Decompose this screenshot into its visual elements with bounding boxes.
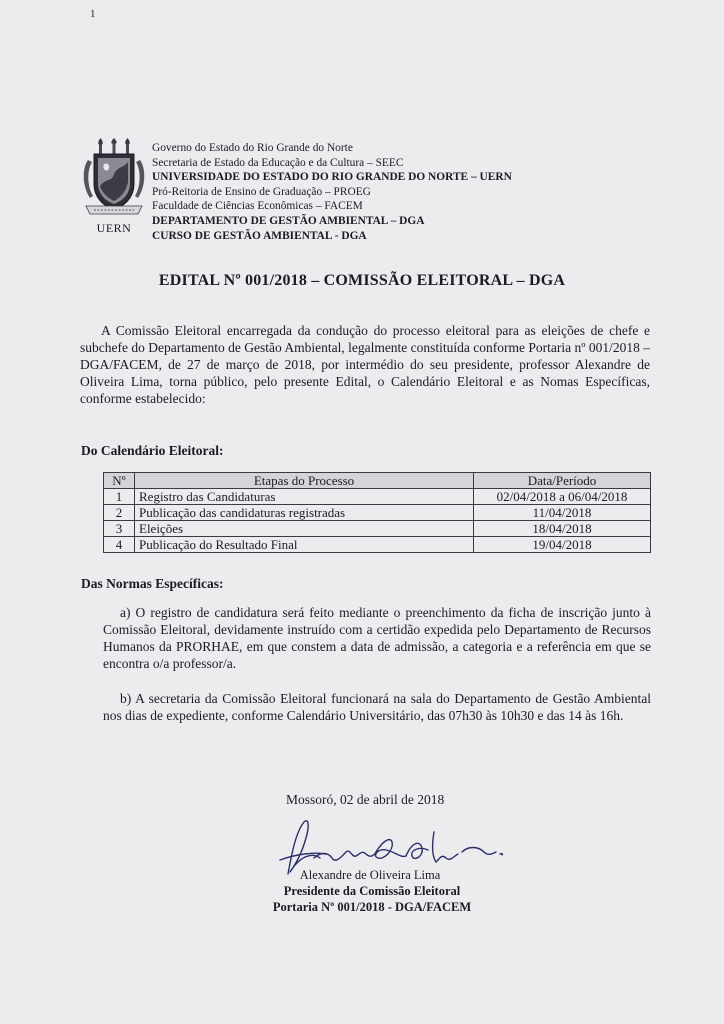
row-date: 02/04/2018 a 06/04/2018 (474, 489, 651, 505)
row-date: 11/04/2018 (474, 505, 651, 521)
rule-a-paragraph: a) O registro de candidatura será feito mediante o preenchimento da ficha de inscrição junto à Comissão Eleitoral, devidamente instruído com a certidão expedida pelo Departamento de Recursos Humanos da PRORHAE, em que constem a data de admissão, a categoria e a referência em que se encontra o/a professor/a. (103, 605, 651, 671)
letterhead-line-secretariat: Secretaria de Estado da Educação e da Cultura – SEEC (152, 156, 404, 169)
row-step: Publicação do Resultado Final (135, 537, 474, 553)
election-calendar-table (103, 472, 651, 553)
row-number: 1 (104, 489, 135, 505)
letterhead (78, 138, 638, 242)
row-date: 18/04/2018 (474, 521, 651, 537)
table-row (104, 537, 651, 553)
rules-heading: Das Normas Específicas: (81, 576, 224, 591)
row-number: 3 (104, 521, 135, 537)
column-header-date: Data/Período (474, 473, 651, 489)
table-row (104, 505, 651, 521)
row-step: Publicação das candidaturas registradas (135, 505, 474, 521)
letterhead-line-department: DEPARTAMENTO DE GESTÃO AMBIENTAL – DGA (152, 214, 425, 227)
letterhead-line-faculty: Faculdade de Ciências Econômicas – FACEM (152, 200, 363, 213)
row-number: 4 (104, 537, 135, 553)
signer-role: Presidente da Comissão Eleitoral (283, 884, 461, 898)
signer-ordinance: Portaria Nº 001/2018 - DGA/FACEM (272, 900, 472, 914)
place-and-date: Mossoró, 02 de abril de 2018 (286, 792, 445, 807)
column-header-step: Etapas do Processo (135, 473, 474, 489)
row-step: Registro das Candidaturas (135, 489, 474, 505)
letterhead-line-course: CURSO DE GESTÃO AMBIENTAL - DGA (152, 229, 367, 242)
letterhead-line-university: UNIVERSIDADE DO ESTADO DO RIO GRANDE DO NORTE – UERN (152, 171, 512, 184)
calendar-heading: Do Calendário Eleitoral: (81, 443, 224, 458)
coat-of-arms-icon (78, 138, 150, 222)
signer-name: Alexandre de Oliveira Lima (299, 868, 441, 882)
document-title: EDITAL Nº 001/2018 – COMISSÃO ELEITORAL – DGA (158, 272, 566, 289)
page-number: 1 (90, 8, 96, 20)
letterhead-line-government: Governo do Estado do Rio Grande do Norte (152, 142, 353, 154)
letterhead-line-pro-rectorate: Pró-Reitoria de Ensino de Graduação – PROEG (152, 185, 371, 198)
row-number: 2 (104, 505, 135, 521)
intro-paragraph: A Comissão Eleitoral encarregada da condução do processo eleitoral para as eleições de chefe e subchefe do Departamento de Gestão Ambiental, legalmente constituída conforme Portaria nº 001/2018 – DGA/FACEM, de 27 de março de 2018, por intermédio do seu presidente, professor Alexandre de Oliveira Lima, torna público, pelo presente Edital, o Calendário Eleitoral e as Nomas Específicas, conforme estabelecido: (80, 323, 650, 406)
logo-caption: UERN (96, 221, 132, 235)
row-step: Eleições (135, 521, 474, 537)
letterhead-lines (152, 141, 512, 243)
row-date: 19/04/2018 (474, 537, 651, 553)
table-row (104, 521, 651, 537)
table-header-row (104, 473, 651, 489)
column-header-number: Nº (104, 473, 135, 489)
table-row (104, 489, 651, 505)
rule-b-paragraph: b) A secretaria da Comissão Eleitoral funcionará na sala do Departamento de Gestão Ambiental nos dias de expediente, conforme Calendário Universitário, das 07h30 às 10h30 e das 14 às 16h. (103, 691, 651, 723)
university-logo (78, 138, 150, 238)
